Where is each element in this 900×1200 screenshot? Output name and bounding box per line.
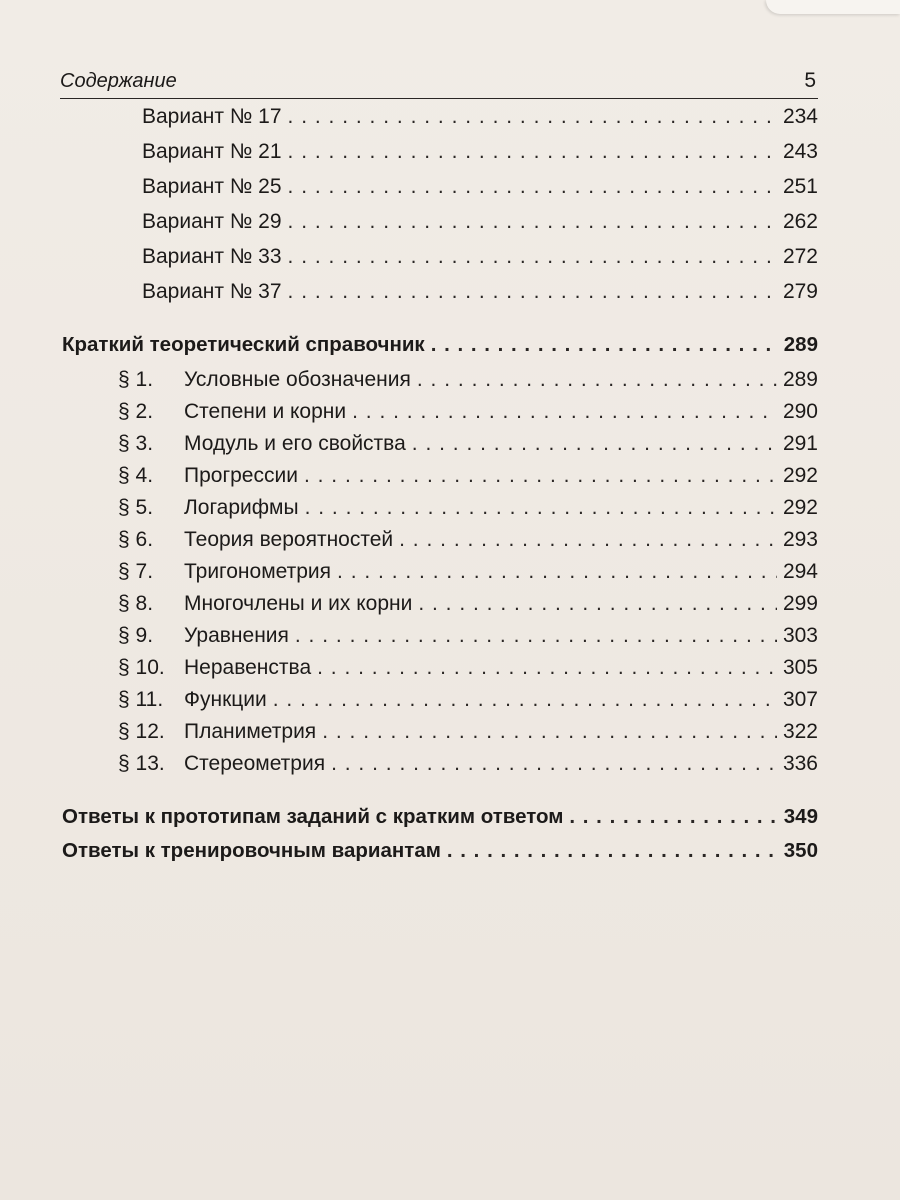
toc-entry-section-11[interactable]: [118, 685, 818, 715]
toc-entry-label: Вариант № 17: [142, 105, 282, 128]
toc-entry-variant-29[interactable]: [142, 207, 818, 237]
toc-entry-reference[interactable]: [62, 330, 818, 360]
toc-entry-label: Стереометрия: [184, 752, 326, 775]
toc-entry-page: 272: [782, 245, 818, 268]
toc-entry-section-9[interactable]: [118, 621, 818, 651]
leader-dots: [273, 685, 777, 715]
toc-entry-page: 243: [782, 140, 818, 163]
toc-entry-page: 234: [782, 105, 818, 128]
toc-entry-page: 350: [783, 839, 818, 862]
leader-dots: [569, 802, 777, 832]
section-number: § 10.: [118, 656, 165, 679]
toc-entry-page: 336: [782, 752, 818, 775]
toc-entry-label: Вариант № 33: [142, 245, 282, 268]
toc-entry-variant-17[interactable]: [142, 102, 818, 132]
toc-entry-label: Вариант № 25: [142, 175, 282, 198]
leader-dots: [288, 207, 777, 237]
toc-entry-page: 294: [782, 560, 818, 583]
leader-dots: [322, 717, 777, 747]
toc-entry-label: Тригонометрия: [184, 560, 332, 583]
toc-entry-label: Краткий теоретический справочник: [62, 333, 425, 356]
section-number: § 1.: [118, 368, 154, 391]
section-number: § 11.: [118, 688, 164, 711]
toc-entry-page: 290: [782, 400, 818, 423]
toc-entry-page: 289: [783, 333, 818, 356]
toc-entry-answers-prototypes[interactable]: [62, 802, 818, 832]
toc-entry-label: Логарифмы: [184, 496, 299, 519]
leader-dots: [304, 461, 777, 491]
toc-entry-label: Планиметрия: [184, 720, 317, 743]
toc-entry-label: Модуль и его свойства: [184, 432, 406, 455]
section-number: § 9.: [118, 624, 154, 647]
leader-dots: [399, 525, 777, 555]
section-number: § 4.: [118, 464, 154, 487]
toc-entry-page: 303: [782, 624, 818, 647]
toc-entry-page: 291: [782, 432, 818, 455]
leader-dots: [417, 365, 777, 395]
toc-entry-answers-training[interactable]: [62, 836, 818, 866]
toc-entry-label: Уравнения: [184, 624, 289, 647]
toc-entry-page: 305: [782, 656, 818, 679]
toc-entry-section-1[interactable]: [118, 365, 818, 395]
toc-entry-section-10[interactable]: [118, 653, 818, 683]
toc-entry-page: 251: [782, 175, 818, 198]
toc-entry-label: Теория вероятностей: [184, 528, 394, 551]
leader-dots: [288, 102, 777, 132]
leader-dots: [447, 836, 778, 866]
section-number: § 7.: [118, 560, 154, 583]
leader-dots: [288, 277, 777, 307]
leader-dots: [418, 589, 777, 619]
leader-dots: [295, 621, 777, 651]
leader-dots: [317, 653, 777, 683]
toc-entry-label: Вариант № 21: [142, 140, 282, 163]
leader-dots: [431, 330, 778, 360]
toc-entry-label: Вариант № 29: [142, 210, 282, 233]
leader-dots: [412, 429, 777, 459]
leader-dots: [305, 493, 777, 523]
toc-entry-section-2[interactable]: [118, 397, 818, 427]
leader-dots: [288, 172, 777, 202]
toc-entry-label: Ответы к тренировочным вариантам: [62, 839, 441, 862]
toc-entry-label: Прогрессии: [184, 464, 298, 487]
toc-entry-section-8[interactable]: [118, 589, 818, 619]
toc-entry-page: 262: [782, 210, 818, 233]
toc-entry-page: 307: [782, 688, 818, 711]
toc-entry-label: Функции: [184, 688, 267, 711]
toc-entry-section-7[interactable]: [118, 557, 818, 587]
toc-entry-label: Многочлены и их корни: [184, 592, 413, 615]
toc-entry-page: 279: [782, 280, 818, 303]
toc-entry-page: 289: [782, 368, 818, 391]
section-number: § 2.: [118, 400, 154, 423]
section-number: § 12.: [118, 720, 165, 743]
leader-dots: [352, 397, 777, 427]
toc-entry-label: Степени и корни: [184, 400, 347, 423]
toc-entry-page: 292: [782, 496, 818, 519]
section-number: § 6.: [118, 528, 154, 551]
toc-entry-page: 292: [782, 464, 818, 487]
leader-dots: [337, 557, 777, 587]
toc-entry-section-4[interactable]: [118, 461, 818, 491]
toc-entry-label: Неравенства: [184, 656, 312, 679]
toc-entry-page: 299: [782, 592, 818, 615]
toc-entry-section-5[interactable]: [118, 493, 818, 523]
section-number: § 13.: [118, 752, 165, 775]
toc-entry-section-3[interactable]: [118, 429, 818, 459]
header-title: Содержание: [60, 70, 177, 92]
toc-entry-label: Вариант № 37: [142, 280, 282, 303]
toc-entry-page: 293: [782, 528, 818, 551]
running-header: [60, 66, 818, 99]
toc-entry-variant-21[interactable]: [142, 137, 818, 167]
section-number: § 3.: [118, 432, 154, 455]
toc-entry-section-12[interactable]: [118, 717, 818, 747]
header-page-number: 5: [804, 69, 816, 92]
page-corner: [766, 0, 900, 14]
toc-entry-page: 349: [783, 805, 818, 828]
leader-dots: [331, 749, 777, 779]
toc-entry-section-13[interactable]: [118, 749, 818, 779]
leader-dots: [288, 137, 777, 167]
toc-entry-variant-37[interactable]: [142, 277, 818, 307]
toc-entry-label: Условные обозначения: [184, 368, 411, 391]
leader-dots: [288, 242, 777, 272]
section-number: § 8.: [118, 592, 154, 615]
toc-entry-page: 322: [782, 720, 818, 743]
toc-entry-label: Ответы к прототипам заданий с кратким ответом: [62, 805, 564, 828]
toc-entry-variant-25[interactable]: [142, 172, 818, 202]
toc-entry-variant-33[interactable]: [142, 242, 818, 272]
toc-entry-section-6[interactable]: [118, 525, 818, 555]
section-number: § 5.: [118, 496, 154, 519]
